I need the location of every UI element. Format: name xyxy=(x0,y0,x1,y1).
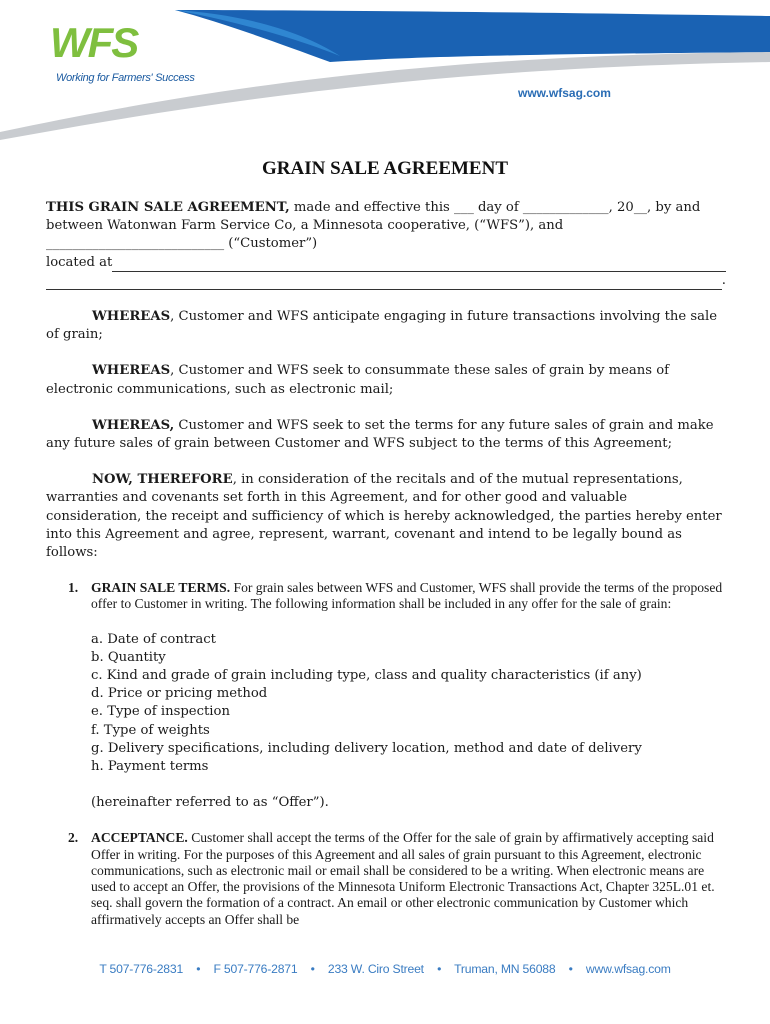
intro-paragraph xyxy=(46,199,726,254)
address-line xyxy=(112,259,726,272)
recital-text: Customer and WFS seek to set the terms for any future sales of grain and make any future sales of grain between Customer and WFS subject to the terms of this Agreement; xyxy=(46,417,714,452)
recital-lead: WHEREAS, xyxy=(92,417,175,433)
section-heading: ACCEPTANCE. xyxy=(91,830,188,846)
section-text: For grain sales between WFS and Customer, WFS shall provide the terms of the proposed offer to Customer in writing. The following information shall be included in any offer for the sale of grain: xyxy=(91,580,723,612)
section-heading: GRAIN SALE TERMS. xyxy=(91,580,231,596)
footer-city: Truman, MN 56088 xyxy=(454,962,556,976)
list-item: a. Date of contract xyxy=(91,631,216,647)
recital-text: , in consideration of the recitals and of the mutual representations, warranties and covenants set forth in this Agreement, and for other good and valuable consideration, the receipt and sufficiency of which is hereby acknowledged, the parties hereby enter into this Agreement and agree, represent, warrant, covenant and intend to be legally bound as follows: xyxy=(46,472,722,561)
address-line-2 xyxy=(46,277,722,290)
footer-separator: • xyxy=(196,962,201,976)
section-text: Customer shall accept the terms of the Offer for the sale of grain by affirmatively accepting said Offer in writing. For the purposes of this Agreement and all sales of grain pursuant to this Agreement, electronic communications, such as electronic mail or email shall be considered to be a writing. When electronic means are used to accept an Offer, the provisions of the Minnesota Uniform Electronic Transactions Act, Chapter 325L.01 et. seq. shall govern the formation of a contract. An email or other electronic communication by Customer which affirmatively accepts an Offer shall be xyxy=(91,830,715,927)
list-item: e. Type of inspection xyxy=(91,704,230,720)
footer-separator: • xyxy=(437,962,442,976)
page-title: GRAIN SALE AGREEMENT xyxy=(262,158,508,179)
list-item: h. Payment terms xyxy=(91,759,209,775)
logo-letters: WFS xyxy=(50,19,138,66)
recital-4 xyxy=(46,471,726,562)
address-line-2-row xyxy=(46,272,726,290)
recital-1 xyxy=(46,308,726,344)
footer-separator: • xyxy=(310,962,315,976)
document-body xyxy=(46,199,726,928)
footer-website-link[interactable]: www.wfsag.com xyxy=(585,962,671,976)
recital-text: , Customer and WFS seek to consummate these sales of grain by means of electronic communications, such as electronic mail; xyxy=(46,363,670,397)
offer-definition: (hereinafter referred to as “Offer”). xyxy=(91,795,329,811)
intro-lead: THIS GRAIN SALE AGREEMENT, xyxy=(46,200,290,215)
wfs-logo xyxy=(50,19,200,92)
letterhead xyxy=(0,0,770,145)
letterhead-footer xyxy=(0,962,770,976)
located-at-row xyxy=(46,254,726,272)
offer-items-list xyxy=(46,631,726,813)
located-at-label: located at xyxy=(46,254,113,270)
section-grain-sale-terms xyxy=(46,580,726,612)
footer-fax: F 507-776-2871 xyxy=(213,962,298,976)
address-line-end: . xyxy=(721,272,726,288)
footer-street: 233 W. Ciro Street xyxy=(327,962,424,976)
list-item: g. Delivery specifications, including delivery location, method and date of delivery xyxy=(91,740,642,756)
section-acceptance xyxy=(46,830,726,927)
section-number: 2. xyxy=(68,830,79,846)
recital-lead: NOW, THEREFORE xyxy=(92,472,233,488)
list-item: b. Quantity xyxy=(91,649,166,665)
recital-2 xyxy=(46,362,726,398)
list-item: c. Kind and grade of grain including type, class and quality characteristics (if any) xyxy=(91,668,642,684)
recital-lead: WHEREAS xyxy=(92,309,171,325)
list-item: d. Price or pricing method xyxy=(91,686,268,702)
list-item: f. Type of weights xyxy=(91,722,210,738)
recital-lead: WHEREAS xyxy=(92,363,171,379)
footer-separator: • xyxy=(568,962,573,976)
intro-text: made and effective this ___ day of _____________, 20__, by and between Watonwan Farm Service Co, a Minnesota cooperative, (“WFS”), and ___________________________ (“Customer”) xyxy=(46,200,701,252)
footer-phone: T 507-776-2831 xyxy=(99,962,184,976)
recital-text: , Customer and WFS anticipate engaging in future transactions involving the sale of grain; xyxy=(46,309,718,343)
section-number: 1. xyxy=(68,580,79,596)
logo-tagline: Working for Farmers' Success xyxy=(56,72,195,84)
header-website-link[interactable]: www.wfsag.com xyxy=(518,86,611,100)
recital-3 xyxy=(46,417,726,453)
